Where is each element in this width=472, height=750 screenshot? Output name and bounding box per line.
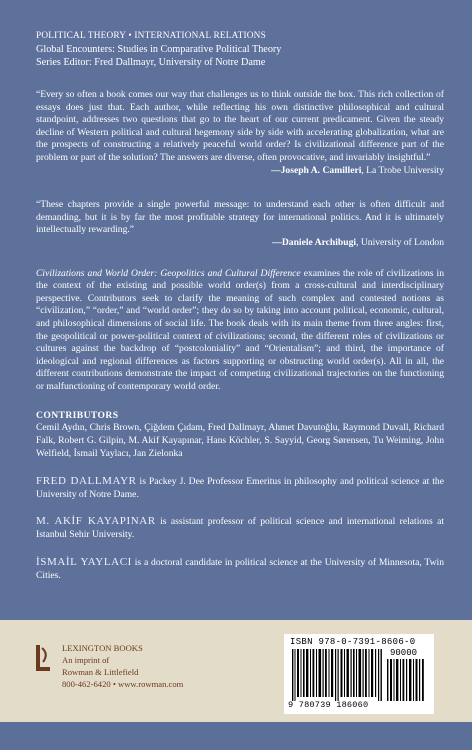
barcode-ean: 9 780739 186060 — [288, 700, 369, 710]
endorser-name: —Daniele Archibugi — [272, 236, 357, 248]
publisher-contact: 800-462-6420 • www.rowman.com — [62, 679, 184, 689]
author-name: İSMAİL YAYLACI — [36, 556, 132, 569]
contributors-list: Cemil Aydın, Chris Brown, Çiğdem Çıdam, Fred Dallmayr, Ahmet Davutoğlu, Raymond Duvall, Richard Falk, Robert G. Gilpin, M. Akif Kayapınar, Hans Köchler, S. Sayyid, Georg Sørensen, Tu Weiming, John Welfield, İsmail Yaylacı, Jan Zielonka — [36, 422, 444, 460]
publisher-name: LEXINGTON BOOKS — [62, 643, 143, 653]
book-description — [36, 268, 444, 394]
description-body: examines the role of civilizations in the context of the existing and possible world order(s) from a cross-cultural and interdisciplinary perspective. Contributors seek to clarify the meaning of such complex and contested notions as “civilization,” “order,” and “world order”; they do so by taking into account political, economic, cultural, and philosophical dimensions of social life. The book deals with its main theme from three angles: first, the geopolitical or power-political context of civilizations; second, the different roles of civilizations or cultures against the backdrop of “postcoloniality” and “Orientalism”; and third, the importance of ideological and regional differences as factors supporting or obstructing world order(s). All in all, the different contributions demonstrate the impact of competing civilizational trajectories on the functioning or malfunctioning of contemporary world order. — [36, 267, 444, 392]
book-title: Civilizations and World Order: Geopolitics and Cultural Difference — [36, 267, 301, 279]
cover-footer — [0, 620, 472, 750]
publisher-text — [62, 642, 183, 690]
isbn-label: ISBN 978-0-7391-8606-0 — [290, 637, 416, 647]
endorsement-attribution — [36, 237, 444, 250]
endorsement-text: “These chapters provide a single powerful message: to understand each other is often difficult and demanding, but it is by far the most profitable strategy for international politics. And it is ultimately intellectually rewarding.” — [36, 199, 444, 236]
publisher-logo-icon — [34, 644, 54, 674]
contributors-heading: CONTRIBUTORS — [36, 410, 119, 422]
publisher-parent: Rowman & Littlefield — [62, 667, 139, 677]
back-cover-content — [36, 30, 444, 583]
author-bio — [36, 475, 444, 502]
author-bio — [36, 556, 444, 583]
series-title: Global Encounters: Studies in Comparative Political Theory — [36, 44, 282, 55]
author-bio-text: is assistant professor of political science and international relations at Istanbul Sehir University. — [36, 516, 444, 541]
endorsement-text: “Every so often a book comes our way that challenges us to think outside the box. This rich collection of essays does just that. Each author, while reflecting his own distinctive philosophical and cultural standpoint, addresses two questions that go to the heart of our current predicament. Given the steady decline of Western political and cultural hegemony side by side with accelerating globalization, what are the prospects of constructing a relatively peaceful world order? Is civilizational difference part of the problem or part of the solution? The answers are diverse, often provocative, and invariably insightful.” — [36, 89, 444, 163]
publisher-block — [34, 642, 234, 702]
isbn-barcode — [284, 634, 434, 714]
endorser-name: —Joseph A. Camilleri — [271, 164, 362, 176]
endorser-affiliation: , La Trobe University — [361, 164, 444, 176]
author-name: M. AKİF KAYAPINAR — [36, 515, 156, 528]
footer-band — [0, 620, 472, 722]
author-bio-text: is a doctoral candidate in political science at the University of Minnesota, Twin Cities. — [36, 557, 444, 581]
publisher-imprint: An imprint of — [62, 655, 110, 665]
author-bio-text: is Packey J. Dee Professor Emeritus in philosophy and political science at the University of Notre Dame. — [36, 475, 444, 500]
endorsement-attribution — [36, 165, 444, 178]
endorser-affiliation: , University of London — [356, 236, 444, 248]
series-subject: POLITICAL THEORY • INTERNATIONAL RELATIONS — [36, 31, 266, 41]
series-editor: Series Editor: Fred Dallmayr, University of Notre Dame — [36, 57, 266, 68]
author-name: FRED DALLMAYR — [36, 474, 137, 487]
barcode-addon: 90000 — [390, 648, 418, 658]
author-bio — [36, 515, 444, 542]
